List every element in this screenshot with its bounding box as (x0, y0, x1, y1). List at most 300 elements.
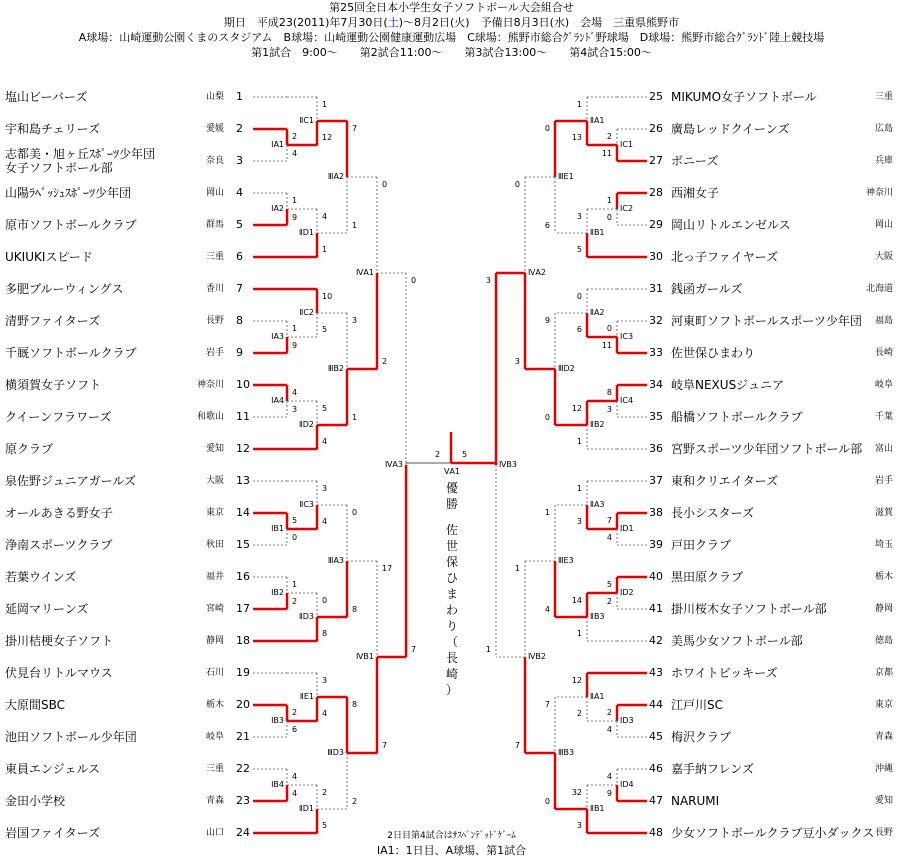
score: 6 (576, 325, 582, 334)
champion-char: わ (445, 603, 458, 617)
score: 0 (514, 180, 520, 189)
team-name: 延岡マリーンズ (5, 602, 89, 616)
score: 2 (292, 597, 298, 606)
team-prefecture: 岐阜 (205, 732, 224, 742)
score: 14 (571, 596, 582, 605)
team-name: NARUMI (671, 794, 720, 808)
team-seed: 15 (236, 538, 250, 551)
match-code: ⅠA4 (271, 396, 284, 405)
footer-legend: ⅠA1：1日目、A球場、第1試合 (376, 844, 527, 857)
team-prefecture: 秋田 (205, 540, 224, 550)
score: 4 (292, 388, 298, 397)
champion-block (440, 480, 464, 698)
team-seed: 3 (236, 154, 243, 167)
team-prefecture: 静岡 (205, 636, 224, 646)
champion-char: 勝 (445, 497, 458, 511)
match-code: ⅡD3 (298, 612, 314, 621)
match-code: ⅠA2 (271, 204, 284, 213)
score: 8 (606, 388, 612, 397)
team-prefecture: 三重 (205, 252, 224, 262)
score: 3 (352, 316, 358, 325)
team-seed: 41 (649, 602, 663, 615)
score: 1 (292, 196, 298, 205)
team-seed: 17 (236, 602, 250, 615)
match-code: ⅠB2 (271, 588, 284, 597)
team-prefecture: 群馬 (205, 220, 224, 230)
champion-char: り (445, 619, 458, 633)
match-code: ⅠB4 (271, 780, 284, 789)
score: 5 (322, 325, 328, 334)
team-prefecture: 岡山 (874, 220, 893, 230)
team-prefecture: 東京 (205, 508, 224, 518)
match-code: ⅢB2 (327, 364, 344, 373)
champion-char: ） (445, 683, 458, 697)
team-prefecture: 和歌山 (196, 412, 224, 422)
match-code: ⅠA3 (271, 332, 284, 341)
score: 3 (576, 212, 582, 221)
team-prefecture: 兵庫 (874, 156, 893, 166)
team-name: 伏見台リトルマウス (5, 666, 113, 680)
team-name: 岩国ファイターズ (5, 826, 101, 840)
team-name: 原市ソフトボールクラブ (5, 218, 137, 232)
team-name: 嘉手納フレンズ (671, 762, 754, 776)
score: 0 (292, 533, 298, 542)
score: 2 (292, 132, 298, 141)
team-name: 志都美・旭ヶ丘ｽﾎﾟｰﾂ少年団 (5, 147, 156, 161)
score: 10 (322, 292, 333, 301)
champion-char: 保 (445, 555, 458, 569)
team-prefecture: 奈良 (205, 156, 224, 166)
score: 7 (606, 516, 612, 525)
team-seed: 18 (236, 634, 250, 647)
team-name: ボニーズ (671, 154, 719, 168)
team-name: 岐阜NEXUSジュニア (671, 378, 784, 392)
match-code: ⅣA2 (528, 268, 546, 277)
team-name: 東員エンジェルス (5, 762, 101, 776)
team-seed: 39 (649, 538, 663, 551)
team-prefecture: 青森 (874, 732, 893, 742)
team-name: 戸田クラブ (671, 538, 732, 552)
team-prefecture: 愛知 (874, 796, 893, 806)
match-code: ⅠC4 (620, 396, 634, 405)
score: 4 (322, 517, 328, 526)
score: 2 (435, 450, 441, 459)
score: 6 (292, 725, 298, 734)
score: 0 (576, 292, 582, 301)
score: 1 (606, 196, 612, 205)
team-name: 掛川桜木女子ソフトボール部 (671, 602, 827, 616)
team-prefecture: 山口 (205, 828, 224, 838)
score: 1 (576, 437, 582, 446)
score: 2 (576, 709, 582, 718)
team-seed: 14 (236, 506, 250, 519)
score: 0 (606, 213, 612, 222)
team-prefecture: 山梨 (205, 92, 224, 102)
score: 4 (606, 725, 612, 734)
score: 11 (601, 149, 612, 158)
team-name: 掛川桔梗女子ソフト (5, 634, 114, 648)
team-name: UKIUKIスピード (5, 250, 93, 264)
team-prefecture: 長崎 (874, 348, 893, 358)
score: 5 (462, 450, 468, 459)
team-prefecture: 徳島 (874, 636, 893, 646)
team-seed: 1 (236, 90, 243, 103)
team-prefecture: 千葉 (874, 412, 893, 422)
team-name: 大原間SBC (5, 698, 66, 712)
team-seed: 48 (649, 826, 663, 839)
match-code: ⅣA1 (356, 268, 374, 277)
team-name: 少女ソフトボールクラブ豆小ダックス (671, 826, 875, 840)
score: 0 (544, 124, 550, 133)
score: 9 (292, 213, 298, 222)
team-seed: 11 (236, 410, 250, 423)
team-name: 泉佐野ジュニアガールズ (5, 474, 137, 488)
team-prefecture: 宮崎 (205, 604, 224, 614)
team-seed: 2 (236, 122, 243, 135)
team-seed: 13 (236, 474, 250, 487)
match-code: ⅡC3 (299, 500, 314, 509)
team-prefecture: 岩手 (205, 348, 224, 358)
team-name: 若葉ウインズ (5, 570, 77, 584)
team-prefecture: 青森 (205, 796, 224, 806)
match-code: ⅡB1 (590, 228, 605, 237)
team-seed: 38 (649, 506, 663, 519)
score: 0 (322, 596, 328, 605)
score: 3 (514, 357, 520, 366)
team-prefecture: 岩手 (874, 476, 893, 486)
match-code: ⅡE1 (299, 692, 314, 701)
team-seed: 5 (236, 218, 243, 231)
match-code: ⅣA3 (385, 460, 403, 469)
team-seed: 20 (236, 698, 250, 711)
team-seed: 9 (236, 346, 243, 359)
team-prefecture: 沖縄 (874, 764, 893, 774)
team-name: 池田ソフトボール少年団 (5, 730, 137, 744)
champion-char: 長 (445, 651, 458, 665)
team-name: 西湘女子 (671, 186, 720, 200)
team-seed: 28 (649, 186, 663, 199)
team-prefecture: 京都 (874, 668, 893, 678)
match-code: ⅡD1 (298, 804, 314, 813)
score: 2 (292, 708, 298, 717)
score: 4 (292, 772, 298, 781)
team-seed: 35 (649, 410, 663, 423)
score: 1 (352, 221, 358, 230)
team-name: 横須賀女子ソフト (5, 378, 102, 392)
score: 2 (382, 357, 388, 366)
team-prefecture: 岐阜 (874, 380, 893, 390)
team-seed: 19 (236, 666, 250, 679)
score: 9 (544, 316, 550, 325)
score: 8 (322, 629, 328, 638)
score: 0 (382, 180, 388, 189)
score: 0 (606, 324, 612, 333)
team-seed: 46 (649, 762, 663, 775)
team-seed: 37 (649, 474, 663, 487)
team-seed: 12 (236, 442, 250, 455)
match-code: ⅢD2 (558, 364, 575, 373)
team-prefecture: 大阪 (205, 476, 224, 486)
champion-char: ひ (445, 571, 458, 585)
match-code: ⅡB3 (590, 612, 605, 621)
match-code: ⅠC1 (620, 140, 634, 149)
team-name: 金田小学校 (5, 794, 66, 808)
team-prefecture: 栃木 (874, 572, 893, 582)
match-code: ⅡA1 (590, 692, 605, 701)
score: 4 (606, 772, 612, 781)
team-name: 千厩ソフトボールクラブ (5, 346, 137, 360)
champion-name (440, 522, 464, 698)
match-code: ⅡA1 (590, 116, 605, 125)
team-name: 浄南スポーツクラブ (5, 538, 113, 552)
team-seed: 34 (649, 378, 663, 391)
team-prefecture: 愛媛 (205, 124, 224, 134)
team-seed: 22 (236, 762, 250, 775)
team-prefecture: 東京 (874, 700, 893, 710)
score: 1 (292, 580, 298, 589)
match-code: ⅡD1 (298, 228, 314, 237)
team-name: 原クラブ (5, 442, 54, 456)
match-code: ⅠC2 (620, 204, 634, 213)
team-seed: 16 (236, 570, 250, 583)
match-code: ⅠB1 (271, 524, 284, 533)
match-code: ⅠD2 (620, 588, 634, 597)
team-prefecture: 神奈川 (196, 380, 224, 390)
team-name: 宮野スポーツ少年団ソフトボール部 (671, 442, 863, 456)
score: 3 (576, 517, 582, 526)
team-seed: 42 (649, 634, 663, 647)
team-seed: 30 (649, 250, 663, 263)
team-seed: 10 (236, 378, 250, 391)
team-seed: 27 (649, 154, 663, 167)
score: 4 (292, 149, 298, 158)
score: 1 (544, 508, 550, 517)
score: 1 (576, 629, 582, 638)
team-name: 廣島レッドクイーンズ (671, 122, 790, 136)
team-seed: 21 (236, 730, 250, 743)
score: 2 (352, 797, 358, 806)
match-code: ⅠD3 (620, 716, 634, 725)
team-name: 東和クリエイターズ (671, 474, 779, 488)
team-prefecture: 広島 (874, 124, 893, 134)
team-prefecture: 富山 (874, 444, 893, 454)
team-name: 岡山リトルエンゼルス (671, 218, 791, 232)
score: 7 (382, 741, 388, 750)
score: 1 (576, 100, 582, 109)
team-name: MIKUMO女子ソフトボール (671, 90, 817, 104)
team-prefecture: 愛知 (205, 444, 224, 454)
team-prefecture: 滋賀 (874, 508, 893, 518)
score: 1 (485, 645, 491, 654)
match-code: ⅠD1 (620, 524, 634, 533)
score: 6 (544, 221, 550, 230)
team-seed: 32 (649, 314, 663, 327)
score: 3 (322, 484, 328, 493)
champion-char: 崎 (445, 667, 458, 681)
match-code: ⅣB3 (499, 460, 517, 469)
score: 11 (601, 341, 612, 350)
score: 3 (322, 676, 328, 685)
team-seed: 8 (236, 314, 243, 327)
score: 7 (544, 700, 550, 709)
score: 5 (322, 404, 328, 413)
team-name: 北っ子ファイヤーズ (671, 250, 779, 264)
team-name: 清野ファイターズ (5, 314, 101, 328)
score: 4 (606, 533, 612, 542)
score: 9 (292, 341, 298, 350)
score: 2 (606, 708, 612, 717)
team-seed: 24 (236, 826, 250, 839)
team-name: 銭函ガールズ (671, 282, 743, 296)
score: 9 (606, 789, 612, 798)
score: 2 (606, 132, 612, 141)
team-name: 梅沢クラブ (671, 730, 732, 744)
score: 7 (411, 645, 417, 654)
team-name: クイーンフラワーズ (5, 410, 112, 424)
team-prefecture: 北海道 (865, 284, 893, 294)
team-seed: 25 (649, 90, 663, 103)
score: 1 (514, 564, 520, 573)
champion-char: 優 (445, 481, 458, 495)
score: 4 (322, 212, 328, 221)
score: 4 (544, 605, 550, 614)
score: 0 (544, 413, 550, 422)
team-prefecture: 香川 (205, 284, 224, 294)
team-name: 美馬少女ソフトボール部 (671, 634, 803, 648)
team-prefecture: 神奈川 (865, 188, 893, 198)
champion-char: 世 (445, 539, 458, 553)
team-name: 山陽ﾗﾍﾞｯｼｭｽﾎﾟｰﾂ少年団 (5, 186, 132, 200)
score: 8 (352, 700, 358, 709)
score: 1 (322, 100, 328, 109)
score: 5 (292, 516, 298, 525)
team-name: 江戸川SC (671, 698, 723, 712)
team-prefecture: 静岡 (874, 604, 893, 614)
team-name: 黒田原クラブ (671, 570, 744, 584)
saturday-mark: 土 (387, 16, 399, 29)
team-seed: 26 (649, 122, 663, 135)
score: 5 (576, 245, 582, 254)
score: 2 (606, 597, 612, 606)
dates-suffix: )～8月2日(火) 予備日8月3日(水) 会場 三重県熊野市 (398, 16, 680, 29)
champion-char: ま (445, 587, 458, 601)
score: 3 (485, 276, 491, 285)
champion-char: 佐 (445, 523, 458, 537)
team-prefecture: 栃木 (205, 700, 224, 710)
team-seed: 7 (236, 282, 243, 295)
match-code: ⅢD3 (327, 748, 344, 757)
score: 8 (352, 605, 358, 614)
match-code: ⅡA2 (590, 308, 605, 317)
match-code: ⅡC2 (299, 308, 314, 317)
team-prefecture: 三重 (205, 764, 224, 774)
score: 1 (576, 484, 582, 493)
match-code: ⅡC1 (299, 116, 314, 125)
team-prefecture: 岡山 (205, 188, 224, 198)
team-prefecture: 福井 (205, 572, 224, 582)
team-prefecture: 福島 (874, 316, 893, 326)
team-seed: 31 (649, 282, 663, 295)
score: 4 (322, 437, 328, 446)
score: 1 (352, 413, 358, 422)
times-line: 第1試合 9:00～ 第2試合11:00～ 第3試合13:00～ 第4試合15:00～ (251, 46, 652, 59)
team-name: オールあきる野女子 (5, 506, 113, 520)
match-code: ⅡB2 (590, 420, 605, 429)
score: 12 (571, 676, 582, 685)
team-name: 船橋ソフトボールクラブ (671, 410, 803, 424)
score: 0 (411, 276, 417, 285)
score: 17 (382, 564, 393, 573)
match-code: ⅣB2 (528, 652, 546, 661)
team-seed: 29 (649, 218, 663, 231)
score: 3 (292, 405, 298, 414)
team-seed: 33 (649, 346, 663, 359)
team-name: 佐世保ひまわり (671, 346, 756, 360)
score: 2 (322, 788, 328, 797)
score: 3 (576, 821, 582, 830)
match-code: ⅡD2 (298, 420, 314, 429)
match-code: ⅡA3 (590, 500, 605, 509)
match-code: ⅡB1 (590, 804, 605, 813)
champion-label (440, 480, 464, 522)
match-code: ⅠD4 (620, 780, 634, 789)
score: 1 (322, 245, 328, 254)
footer (0, 830, 903, 858)
team-seed: 45 (649, 730, 663, 743)
team-seed: 43 (649, 666, 663, 679)
score: 3 (606, 405, 612, 414)
team-name: 多肥ブルーウィングス (5, 282, 124, 296)
score: 12 (322, 133, 333, 142)
score: 7 (514, 741, 520, 750)
team-prefecture: 長野 (205, 316, 224, 326)
team-name: 女子ソフトボール部 (5, 161, 113, 175)
team-seed: 6 (236, 250, 243, 263)
score: 0 (352, 508, 358, 517)
match-code: ⅢB3 (558, 748, 575, 757)
team-prefecture: 長野 (874, 828, 893, 838)
score: 7 (352, 124, 358, 133)
score: 1 (292, 324, 298, 333)
team-prefecture: 大阪 (874, 252, 893, 262)
match-code: ⅢE3 (558, 556, 574, 565)
team-name: 宇和島チェリーズ (5, 122, 101, 136)
dates-prefix: 期日 平成23(2011)年7月30日( (223, 16, 388, 29)
team-seed: 4 (236, 186, 243, 199)
team-seed: 44 (649, 698, 663, 711)
score: 5 (606, 580, 612, 589)
score: 12 (571, 404, 582, 413)
team-seed: 36 (649, 442, 663, 455)
team-seed: 47 (649, 794, 663, 807)
score: 5 (322, 821, 328, 830)
venues-line: A球場：山崎運動公園くまのスタジアム B球場：山崎運動公園健康運動広場 C球場：熊野市総合ｸﾞﾗﾝﾄﾞ野球場 D球場：熊野市総合ｸﾞﾗﾝﾄﾞ陸上競技場 (78, 31, 825, 44)
champion-char: （ (445, 635, 458, 649)
match-code: ⅢA2 (327, 172, 344, 181)
match-code: ⅢE1 (558, 172, 574, 181)
team-prefecture: 埼玉 (874, 540, 893, 550)
team-name: 長小シスターズ (671, 506, 755, 520)
match-code: ⅣB1 (356, 652, 374, 661)
footer-note: 2日目第4試合はｻｽﾍﾟﾝﾃﾞｯﾄﾞｹﾞｰﾑ (387, 831, 516, 841)
team-seed: 40 (649, 570, 663, 583)
team-prefecture: 石川 (205, 668, 224, 678)
team-seed: 23 (236, 794, 250, 807)
team-name: 塩山ビーバーズ (5, 90, 88, 104)
match-code: ⅠA1 (271, 140, 284, 149)
match-code: ⅢA3 (327, 556, 344, 565)
match-code: ⅤA1 (443, 467, 461, 476)
